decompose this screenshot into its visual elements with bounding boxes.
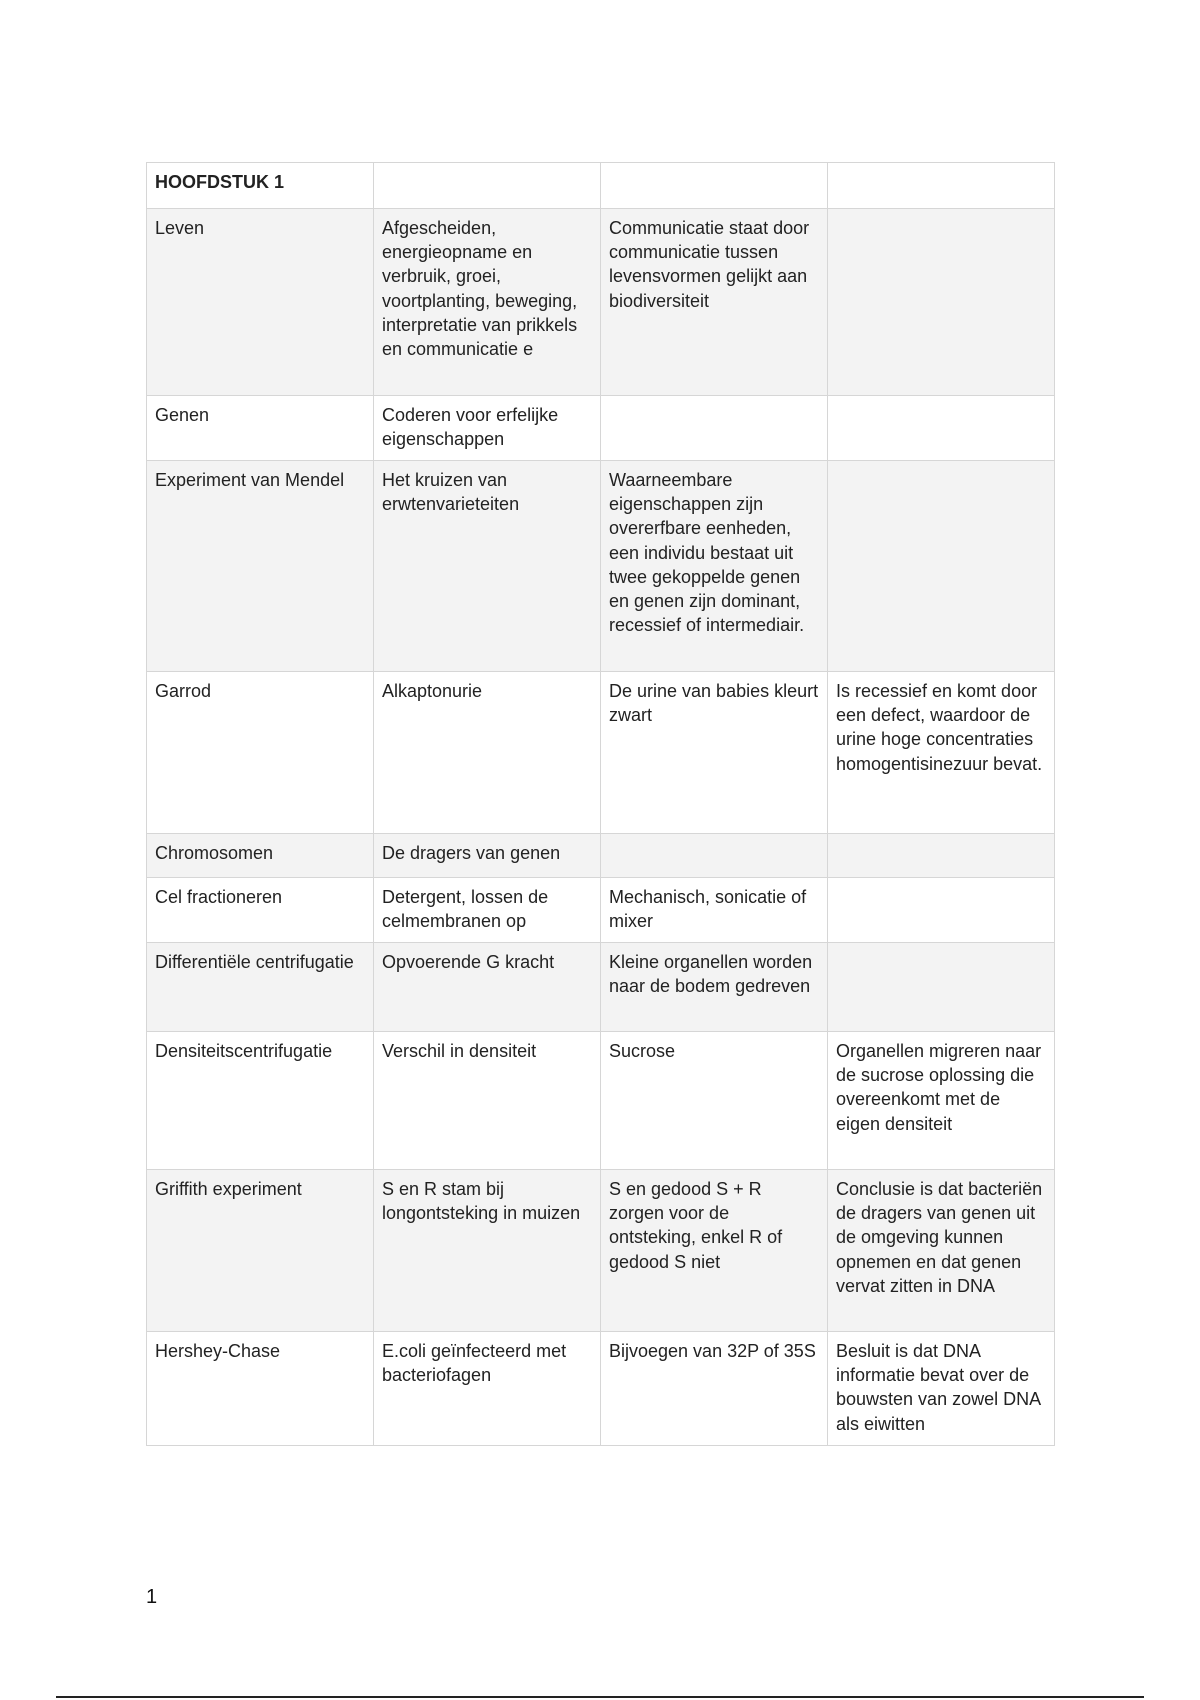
- table-row: [147, 943, 1055, 1032]
- table-row: [147, 461, 1055, 672]
- page-number: 1: [146, 1586, 158, 1608]
- table-cell: [601, 396, 828, 461]
- table-cell: E.coli geïnfecteerd met bacteriofagen: [374, 1332, 601, 1446]
- table-cell: Opvoerende G kracht: [374, 943, 601, 1032]
- table-cell: [828, 878, 1055, 943]
- table-cell: Communicatie staat door communicatie tussen levensvormen gelijkt aan biodiversiteit: [601, 209, 828, 396]
- table-cell: Is recessief en komt door een defect, waardoor de urine hoge concentraties homogentisinezuur bevat.: [828, 672, 1055, 834]
- table-row: [147, 1170, 1055, 1332]
- table-cell: Verschil in densiteit: [374, 1032, 601, 1170]
- table-cell: Detergent, lossen de celmembranen op: [374, 878, 601, 943]
- table-cell: De urine van babies kleurt zwart: [601, 672, 828, 834]
- notes-table: [146, 162, 1055, 1446]
- table-cell: [828, 209, 1055, 396]
- table-cell: Coderen voor erfelijke eigenschappen: [374, 396, 601, 461]
- table-cell: Mechanisch, sonicatie of mixer: [601, 878, 828, 943]
- table-cell: [828, 834, 1055, 878]
- chapter-title: HOOFDSTUK 1: [147, 163, 374, 209]
- table-cell: [828, 943, 1055, 1032]
- table-cell: Kleine organellen worden naar de bodem gedreven: [601, 943, 828, 1032]
- table-cell: Organellen migreren naar de sucrose oplossing die overeenkomt met de eigen densiteit: [828, 1032, 1055, 1170]
- table-row: [147, 878, 1055, 943]
- term-cell: Experiment van Mendel: [147, 461, 374, 672]
- table-row: [147, 209, 1055, 396]
- table-cell: Sucrose: [601, 1032, 828, 1170]
- table-cell: De dragers van genen: [374, 834, 601, 878]
- table-cell: [601, 163, 828, 209]
- table-cell: Bijvoegen van 32P of 35S: [601, 1332, 828, 1446]
- table-cell: Besluit is dat DNA informatie bevat over de bouwsten van zowel DNA als eiwitten: [828, 1332, 1055, 1446]
- term-cell: Densiteitscentrifugatie: [147, 1032, 374, 1170]
- table-row: [147, 672, 1055, 834]
- table-cell: [828, 163, 1055, 209]
- term-cell: Differentiële centrifugatie: [147, 943, 374, 1032]
- table-cell: Afgescheiden, energieopname en verbruik, groei, voortplanting, beweging, interpretatie van prikkels en communicatie e: [374, 209, 601, 396]
- term-cell: Chromosomen: [147, 834, 374, 878]
- term-cell: Genen: [147, 396, 374, 461]
- table-row: [147, 1032, 1055, 1170]
- table-cell: S en gedood S + R zorgen voor de ontsteking, enkel R of gedood S niet: [601, 1170, 828, 1332]
- term-cell: Cel fractioneren: [147, 878, 374, 943]
- table-cell: Het kruizen van erwtenvarieteiten: [374, 461, 601, 672]
- table-cell: Alkaptonurie: [374, 672, 601, 834]
- table-cell: [374, 163, 601, 209]
- table-cell: [601, 834, 828, 878]
- table-cell: S en R stam bij longontsteking in muizen: [374, 1170, 601, 1332]
- term-cell: Griffith experiment: [147, 1170, 374, 1332]
- table-row: [147, 834, 1055, 878]
- table-row: [147, 1332, 1055, 1446]
- table-cell: Waarneembare eigenschappen zijn overerfbare eenheden, een individu bestaat uit twee gekoppelde genen en genen zijn dominant, recessief of intermediair.: [601, 461, 828, 672]
- table-cell: [828, 461, 1055, 672]
- footer-divider: [56, 1696, 1144, 1698]
- term-cell: Leven: [147, 209, 374, 396]
- term-cell: Garrod: [147, 672, 374, 834]
- table-row: [147, 396, 1055, 461]
- term-cell: Hershey-Chase: [147, 1332, 374, 1446]
- table-cell: Conclusie is dat bacteriën de dragers van genen uit de omgeving kunnen opnemen en dat genen vervat zitten in DNA: [828, 1170, 1055, 1332]
- table-row: [147, 163, 1055, 209]
- table-cell: [828, 396, 1055, 461]
